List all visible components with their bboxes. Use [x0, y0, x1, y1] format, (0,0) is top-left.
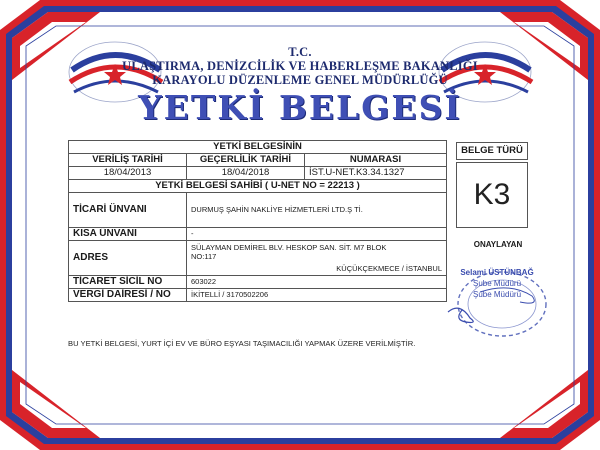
document-title: YETKİ BELGESİ [138, 88, 462, 127]
document-type-label: BELGE TÜRÜ [456, 142, 528, 160]
owner-title: YETKİ BELGESİ SAHİBİ ( U-NET NO = 22213 ) [69, 180, 447, 193]
label-tax-office: VERGİ DAİRESİ / NO [69, 289, 187, 302]
header-tc: T.C. [288, 45, 312, 59]
label-short-name: KISA ÜNVANI [69, 228, 187, 241]
value-tax-office: İKİTELLİ / 3170502206 [187, 289, 447, 302]
value-trade-name: DURMUŞ ŞAHİN NAKLİYE HİZMETLERİ LTD.Ş Tİ. [187, 193, 447, 228]
section-title: YETKİ BELGESİNİN [69, 141, 447, 154]
address-cell [187, 241, 447, 276]
value-short-name: - [187, 228, 447, 241]
label-trade-name: TİCARİ ÜNVANI [69, 193, 187, 228]
footer-statement: BU YETKİ BELGESİ, YURT İÇİ EV VE BÜRO EŞYASI TAŞIMACILIĞI YAPMAK ÜZERE VERİLMİŞTİR. [68, 339, 416, 348]
label-trade-registry: TİCARET SİCİL NO [69, 276, 187, 289]
header-ministry: ULAŞTIRMA, DENİZCİLİK VE HABERLEŞME BAKANLIĞI [122, 59, 478, 73]
value-address-city: KÜÇÜKÇEKMECE / İSTANBUL [336, 264, 442, 273]
header-directorate: KARAYOLU DÜZENLEME GENEL MÜDÜRLÜĞÜ [152, 73, 448, 87]
document-type-value: K3 [456, 162, 528, 228]
value-address: SÜLAYMAN DEMİREL BLV. HESKOP SAN. SİT. M7 BLOK NO:117 [191, 243, 387, 261]
certificate-table [68, 140, 447, 302]
col-header-validity-date: GEÇERLİLİK TARİHİ [187, 154, 305, 167]
certificate-number-value: İST.U-NET.K3.34.1327 [305, 167, 447, 180]
issue-date-value: 18/04/2013 [69, 167, 187, 180]
label-address: ADRES [69, 241, 187, 276]
value-trade-registry: 603022 [187, 276, 447, 289]
signature-name: Selami ÜSTÜNBAĞ [460, 268, 534, 277]
approver-label: ONAYLAYAN [473, 240, 523, 249]
validity-date-value: 18/04/2018 [187, 167, 305, 180]
signature-title-2: Şube Müdürü [472, 290, 522, 299]
col-header-issue-date: VERİLİŞ TARİHİ [69, 154, 187, 167]
signature-title: Şube Müdürü [472, 279, 522, 288]
col-header-number: NUMARASI [305, 154, 447, 167]
